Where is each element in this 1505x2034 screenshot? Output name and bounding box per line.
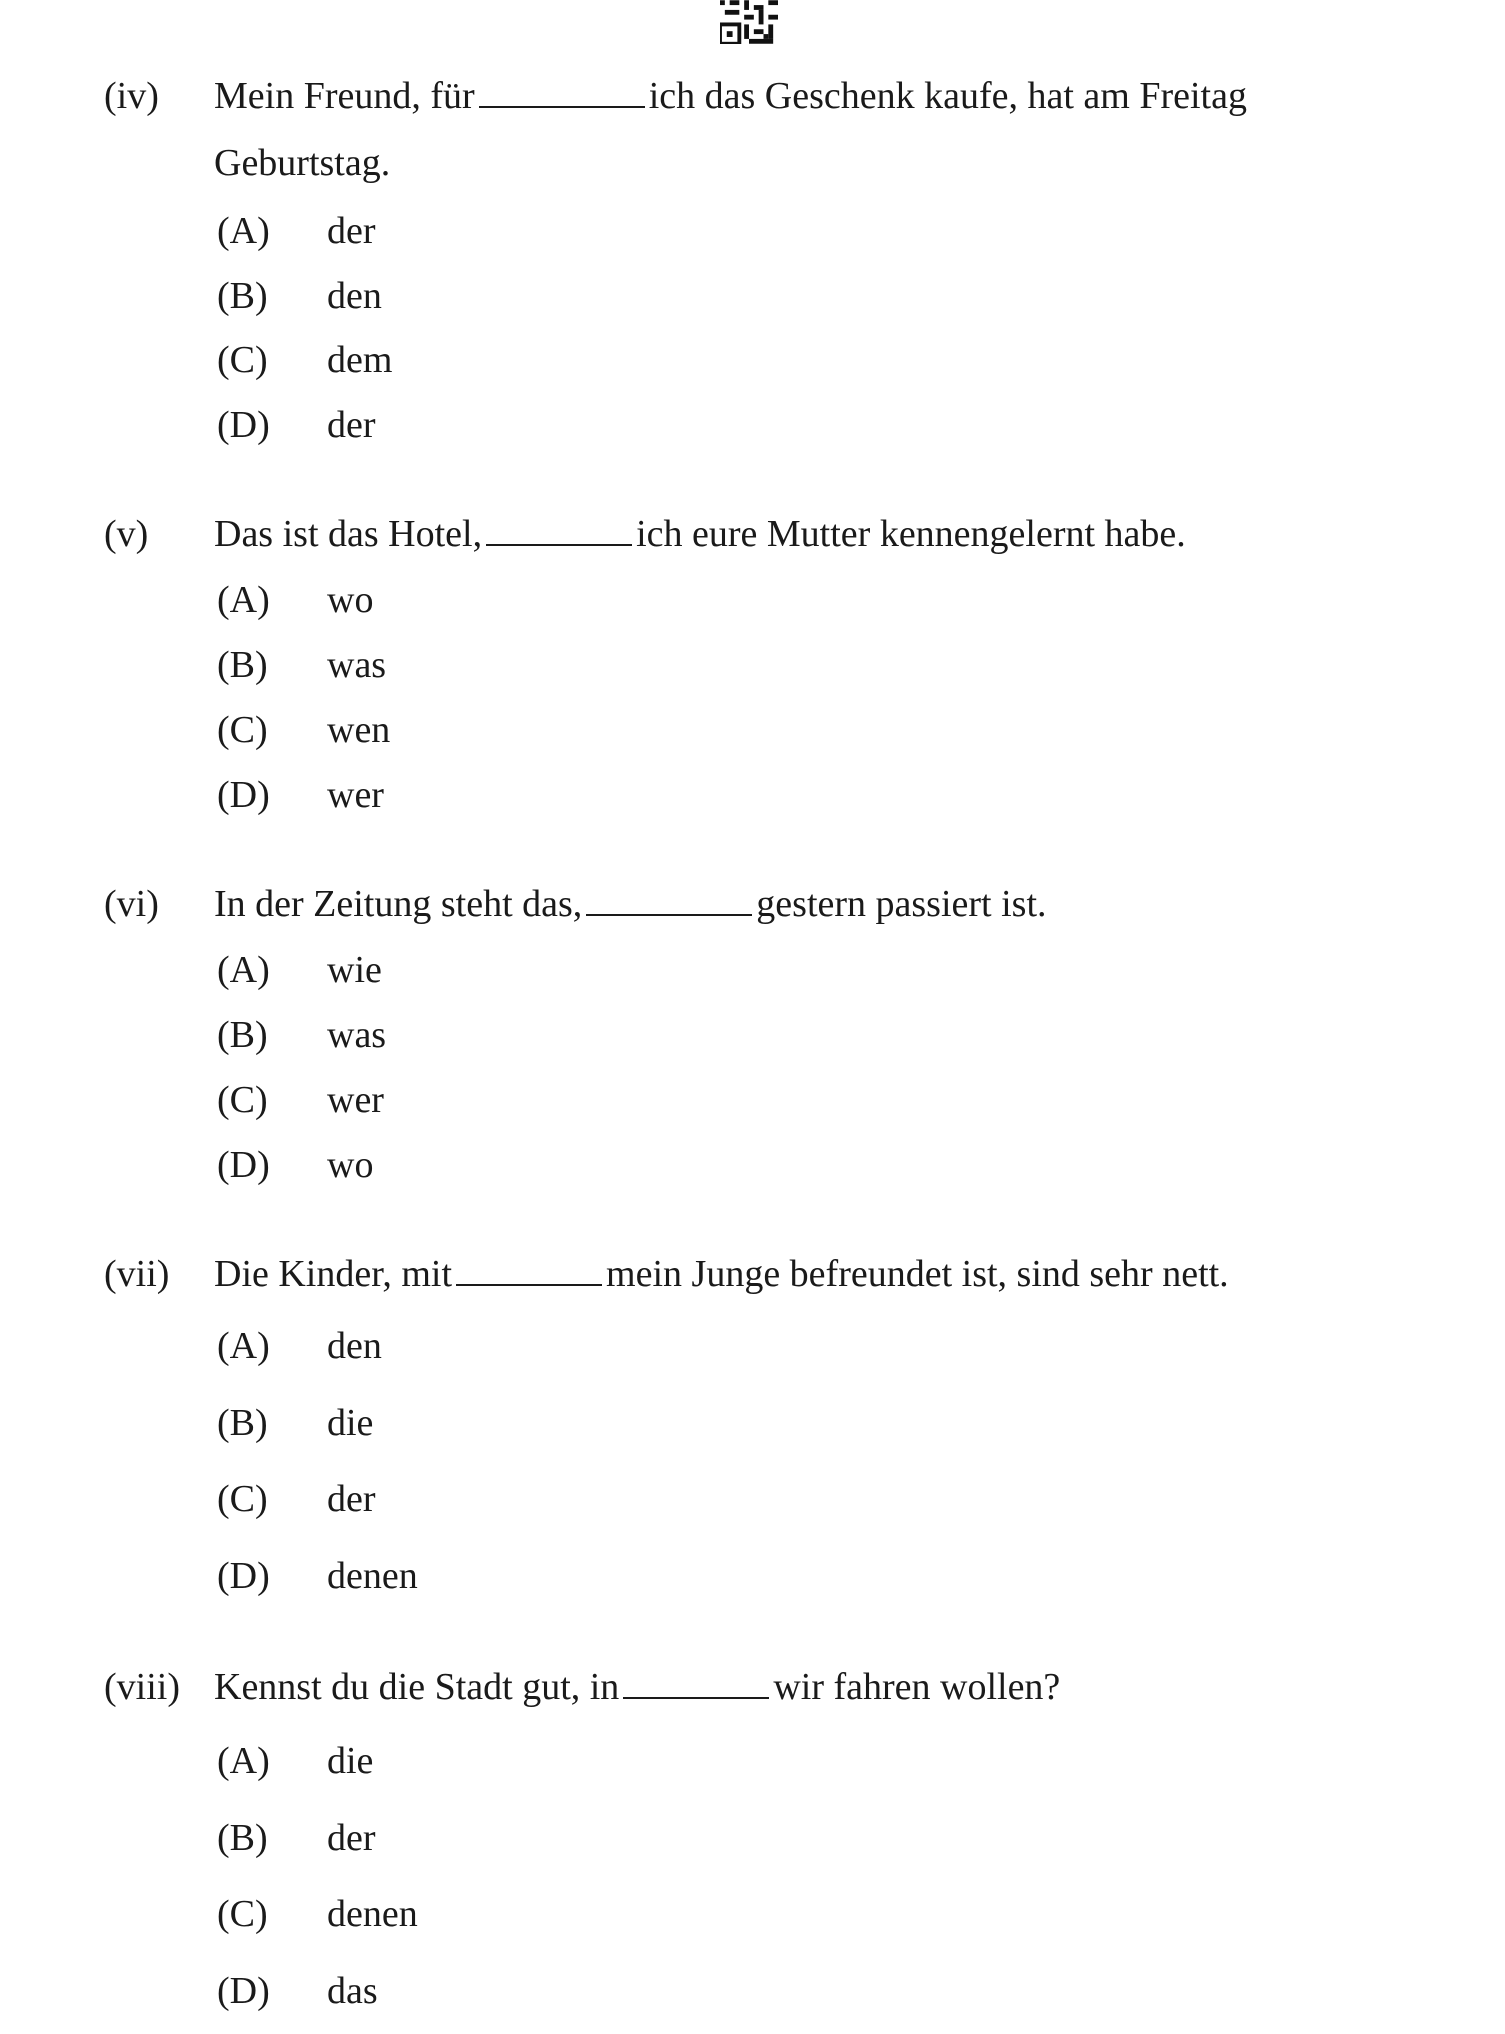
- text-after-blank: ich das Geschenk kaufe, hat am Freitag: [648, 75, 1247, 117]
- option-letter: (C): [217, 1079, 268, 1121]
- question-text: [214, 1665, 1060, 1709]
- option-text: denen: [327, 1893, 418, 1935]
- text-after-blank: mein Junge befreundet ist, sind sehr nett.: [606, 1253, 1229, 1295]
- option-text: wen: [327, 709, 391, 751]
- option-text: wo: [327, 579, 374, 621]
- option-letter: (A): [217, 579, 270, 621]
- question-text: [214, 882, 1047, 926]
- option-text: der: [327, 210, 376, 252]
- option-text: der: [327, 404, 376, 446]
- option-letter: (C): [217, 339, 268, 381]
- option-text: was: [327, 1014, 387, 1056]
- option-letter: (A): [217, 949, 270, 991]
- option-letter: (D): [217, 774, 270, 816]
- answer-blank: [456, 1254, 602, 1286]
- question-number: (iv): [104, 75, 159, 117]
- option-letter: (A): [217, 1325, 270, 1367]
- option-letter: (A): [217, 210, 270, 252]
- option-text: der: [327, 1478, 376, 1520]
- option-letter: (B): [217, 1817, 268, 1859]
- option-letter: (B): [217, 1402, 268, 1444]
- option-text: wo: [327, 1144, 374, 1186]
- option-letter: (D): [217, 1144, 270, 1186]
- text-before-blank: Mein Freund, für: [214, 75, 475, 117]
- option-text: dem: [327, 339, 393, 381]
- option-letter: (B): [217, 1014, 268, 1056]
- text-before-blank: In der Zeitung steht das,: [214, 883, 583, 925]
- option-letter: (A): [217, 1740, 270, 1782]
- option-text: wer: [327, 774, 384, 816]
- option-text: die: [327, 1740, 374, 1782]
- option-letter: (B): [217, 275, 268, 317]
- question-text: [214, 512, 1186, 556]
- text-after-blank: ich eure Mutter kennengelernt habe.: [636, 513, 1186, 555]
- question-text-continuation: Geburtstag.: [214, 142, 391, 184]
- option-letter: (D): [217, 1555, 270, 1597]
- answer-blank: [486, 514, 632, 546]
- option-text: den: [327, 275, 382, 317]
- option-text: der: [327, 1817, 376, 1859]
- option-letter: (C): [217, 1478, 268, 1520]
- option-letter: (D): [217, 1970, 270, 2012]
- question-number: (viii): [104, 1666, 180, 1708]
- question-text: [214, 74, 1247, 118]
- option-letter: (D): [217, 404, 270, 446]
- option-text: den: [327, 1325, 382, 1367]
- text-after-blank: wir fahren wollen?: [773, 1666, 1061, 1708]
- text-before-blank: Kennst du die Stadt gut, in: [214, 1666, 620, 1708]
- text-before-blank: Das ist das Hotel,: [214, 513, 483, 555]
- option-text: wie: [327, 949, 382, 991]
- question-number: (vii): [104, 1253, 170, 1295]
- answer-blank: [586, 884, 752, 916]
- text-before-blank: Die Kinder, mit: [214, 1253, 453, 1295]
- question-number: (vi): [104, 883, 159, 925]
- option-text: was: [327, 644, 387, 686]
- option-text: denen: [327, 1555, 418, 1597]
- answer-blank: [479, 76, 645, 108]
- option-text: wer: [327, 1079, 384, 1121]
- answer-blank: [623, 1667, 769, 1699]
- option-letter: (C): [217, 1893, 268, 1935]
- option-text: die: [327, 1402, 374, 1444]
- text-after-blank: gestern passiert ist.: [756, 883, 1047, 925]
- qr-code-icon: [720, 0, 778, 44]
- option-letter: (C): [217, 709, 268, 751]
- option-letter: (B): [217, 644, 268, 686]
- question-number: (v): [104, 513, 149, 555]
- question-text: [214, 1252, 1229, 1296]
- option-text: das: [327, 1970, 378, 2012]
